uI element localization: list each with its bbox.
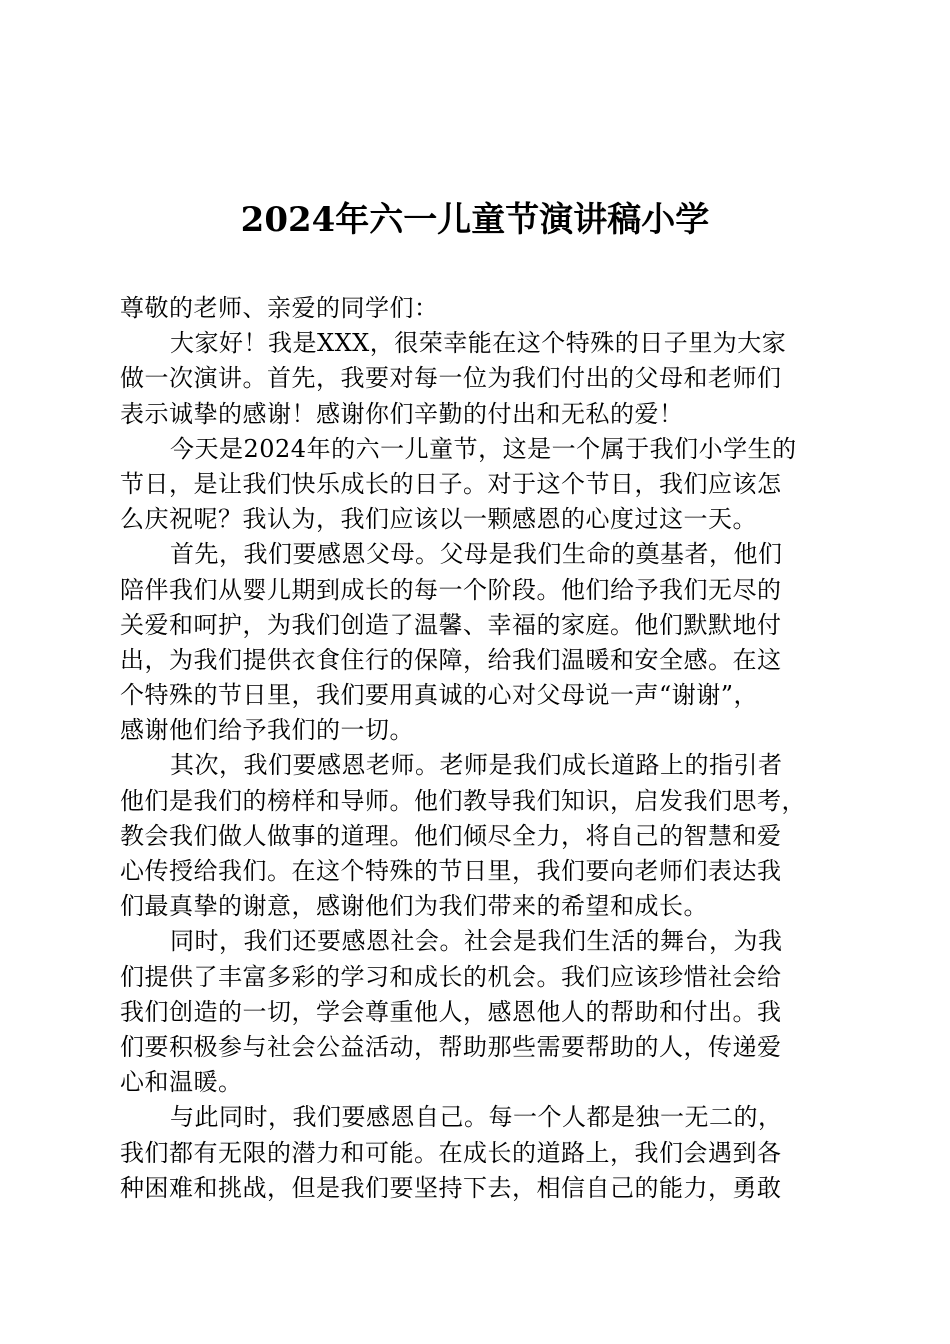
text-line: 心和温暖。	[120, 1068, 243, 1097]
text-line: 大家好！我是XXX，很荣幸能在这个特殊的日子里为大家	[170, 329, 787, 358]
text-line: 我们创造的一切，学会尊重他人，感恩他人的帮助和付出。我	[120, 997, 782, 1026]
document-body	[120, 291, 830, 1206]
text-line: 出，为我们提供衣食住行的保障，给我们温暖和安全感。在这	[120, 645, 782, 674]
text-line: 与此同时，我们要感恩自己。每一个人都是独一无二的，	[170, 1103, 783, 1132]
text-line: 做一次演讲。首先，我要对每一位为我们付出的父母和老师们	[120, 364, 782, 393]
text-line: 感谢他们给予我们的一切。	[120, 716, 414, 745]
document-title: 2024年六一儿童节演讲稿小学	[240, 200, 710, 240]
text-line: 同时，我们还要感恩社会。社会是我们生活的舞台，为我	[170, 927, 783, 956]
text-line: 心传授给我们。在这个特殊的节日里，我们要向老师们表达我	[120, 857, 782, 885]
text-line: 陪伴我们从婴儿期到成长的每一个阶段。他们给予我们无尽的	[120, 575, 782, 604]
text-line: 表示诚挚的感谢！感谢你们辛勤的付出和无私的爱！	[120, 399, 684, 428]
text-line: 首先，我们要感恩父母。父母是我们生命的奠基者，他们	[170, 540, 783, 569]
text-line: 们最真挚的谢意，感谢他们为我们带来的希望和成长。	[120, 892, 708, 921]
text-line: 他们是我们的榜样和导师。他们教导我们知识，启发我们思考，	[120, 786, 806, 815]
text-line: 我们都有无限的潜力和可能。在成长的道路上，我们会遇到各	[120, 1138, 782, 1167]
text-line: 种困难和挑战，但是我们要坚持下去，相信自己的能力，勇敢	[120, 1173, 782, 1202]
text-line: 今天是2024年的六一儿童节，这是一个属于我们小学生的	[170, 434, 797, 463]
text-line: 节日，是让我们快乐成长的日子。对于这个节日，我们应该怎	[120, 469, 782, 498]
text-line: 么庆祝呢？我认为，我们应该以一颗感恩的心度过这一天。	[120, 505, 757, 534]
text-line: 教会我们做人做事的道理。他们倾尽全力，将自己的智慧和爱	[120, 821, 782, 850]
text-line: 其次，我们要感恩老师。老师是我们成长道路上的指引者	[170, 751, 783, 780]
text-line: 个特殊的节日里，我们要用真诚的心对父母说一声“谢谢”，	[120, 681, 759, 710]
text-line: 们要积极参与社会公益活动，帮助那些需要帮助的人，传递爱	[120, 1032, 782, 1061]
text-line: 们提供了丰富多彩的学习和成长的机会。我们应该珍惜社会给	[120, 962, 782, 991]
body-lines	[120, 326, 830, 1206]
greeting-line: 尊敬的老师、亲爱的同学们：	[120, 294, 439, 322]
text-line: 关爱和呵护，为我们创造了温馨、幸福的家庭。他们默默地付	[120, 610, 782, 639]
